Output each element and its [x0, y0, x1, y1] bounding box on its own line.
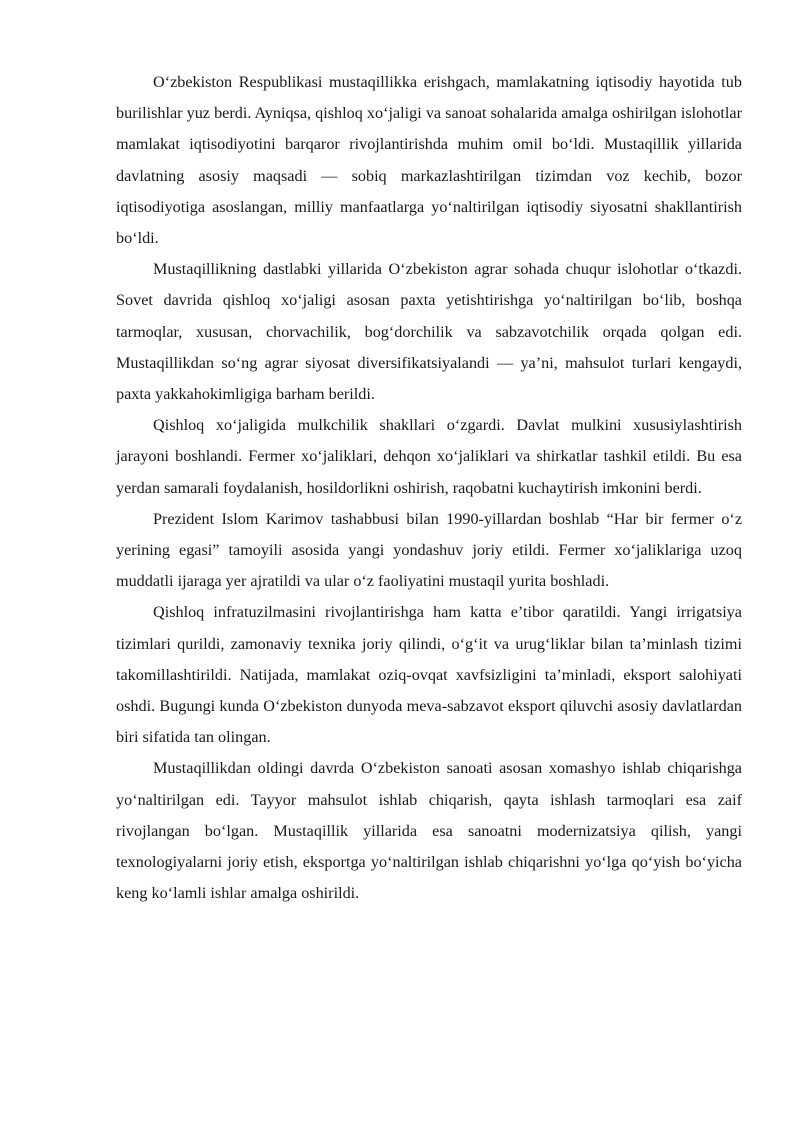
- paragraph-1: O‘zbekiston Respublikasi mustaqillikka erishgach, mamlakatning iqtisodiy hayotida tub burilishlar yuz berdi. Ayniqsa, qishloq xo‘jaligi va sanoat sohalarida amalga oshirilgan islohotlar mamlakat iqtisodiyotini barqaror rivojlantirishda muhim omil bo‘ldi. Mustaqillik yillarida davlatning asosiy maqsadi — sobiq markazlashtirilgan tizimdan voz kechib, bozor iqtisodiyotiga asoslangan, milliy manfaatlarga yo‘naltirilgan iqtisodiy siyosatni shakllantirish bo‘ldi.: [116, 73, 742, 248]
- paragraph-5: Qishloq infratuzilmasini rivojlantirishga ham katta e’tibor qaratildi. Yangi irrigatsiya tizimlari qurildi, zamonaviy texnika joriy qilindi, o‘g‘it va urug‘liklar bilan ta’minlash tizimi takomillashtirildi. Natijada, mamlakat oziq-ovqat xavfsizligini ta’minladi, eksport salohiyati oshdi. Bugungi kunda O‘zbekiston dunyoda meva-sabzavot eksport qiluvchi asosiy davlatlardan biri sifatida tan olingan.: [116, 603, 742, 747]
- paragraph-6: Mustaqillikdan oldingi davrda O‘zbekiston sanoati asosan xomashyo ishlab chiqarishga yo‘naltirilgan edi. Tayyor mahsulot ishlab chiqarish, qayta ishlash tarmoqlari esa zaif rivojlangan bo‘lgan. Mustaqillik yillarida esa sanoatni modernizatsiya qilish, yangi texnologiyalarni joriy etish, eksportga yo‘naltirilgan ishlab chiqarishni yo‘lga qo‘yish bo‘yicha keng ko‘lamli ishlar amalga oshirildi.: [116, 759, 742, 903]
- paragraph-4: Prezident Islom Karimov tashabbusi bilan 1990-yillardan boshlab “Har bir fermer o‘z yerining egasi” tamoyili asosida yangi yondashuv joriy etildi. Fermer xo‘jaliklariga uzoq muddatli ijaraga yer ajratildi va ular o‘z faoliyatini mustaqil yurita boshladi.: [116, 509, 742, 591]
- paragraph-2: Mustaqillikning dastlabki yillarida O‘zbekiston agrar sohada chuqur islohotlar o‘tkazdi. Sovet davrida qishloq xo‘jaligi asosan paxta yetishtirishga yo‘naltirilgan bo‘lib, boshqa tarmoqlar, xususan, chorvachilik, bog‘dorchilik va sabzavotchilik orqada qolgan edi. Mustaqillikdan so‘ng agrar siyosat diversifikatsiyalandi — ya’ni, mahsulot turlari kengaydi, paxta yakkahokimligiga barham berildi.: [116, 260, 742, 404]
- document-body: [116, 67, 742, 909]
- paragraph-3: Qishloq xo‘jaligida mulkchilik shakllari o‘zgardi. Davlat mulkini xususiylashtirish jarayoni boshlandi. Fermer xo‘jaliklari, dehqon xo‘jaliklari va shirkatlar tashkil etildi. Bu esa yerdan samarali foydalanish, hosildorlikni oshirish, raqobatni kuchaytirish imkonini berdi.: [116, 416, 742, 497]
